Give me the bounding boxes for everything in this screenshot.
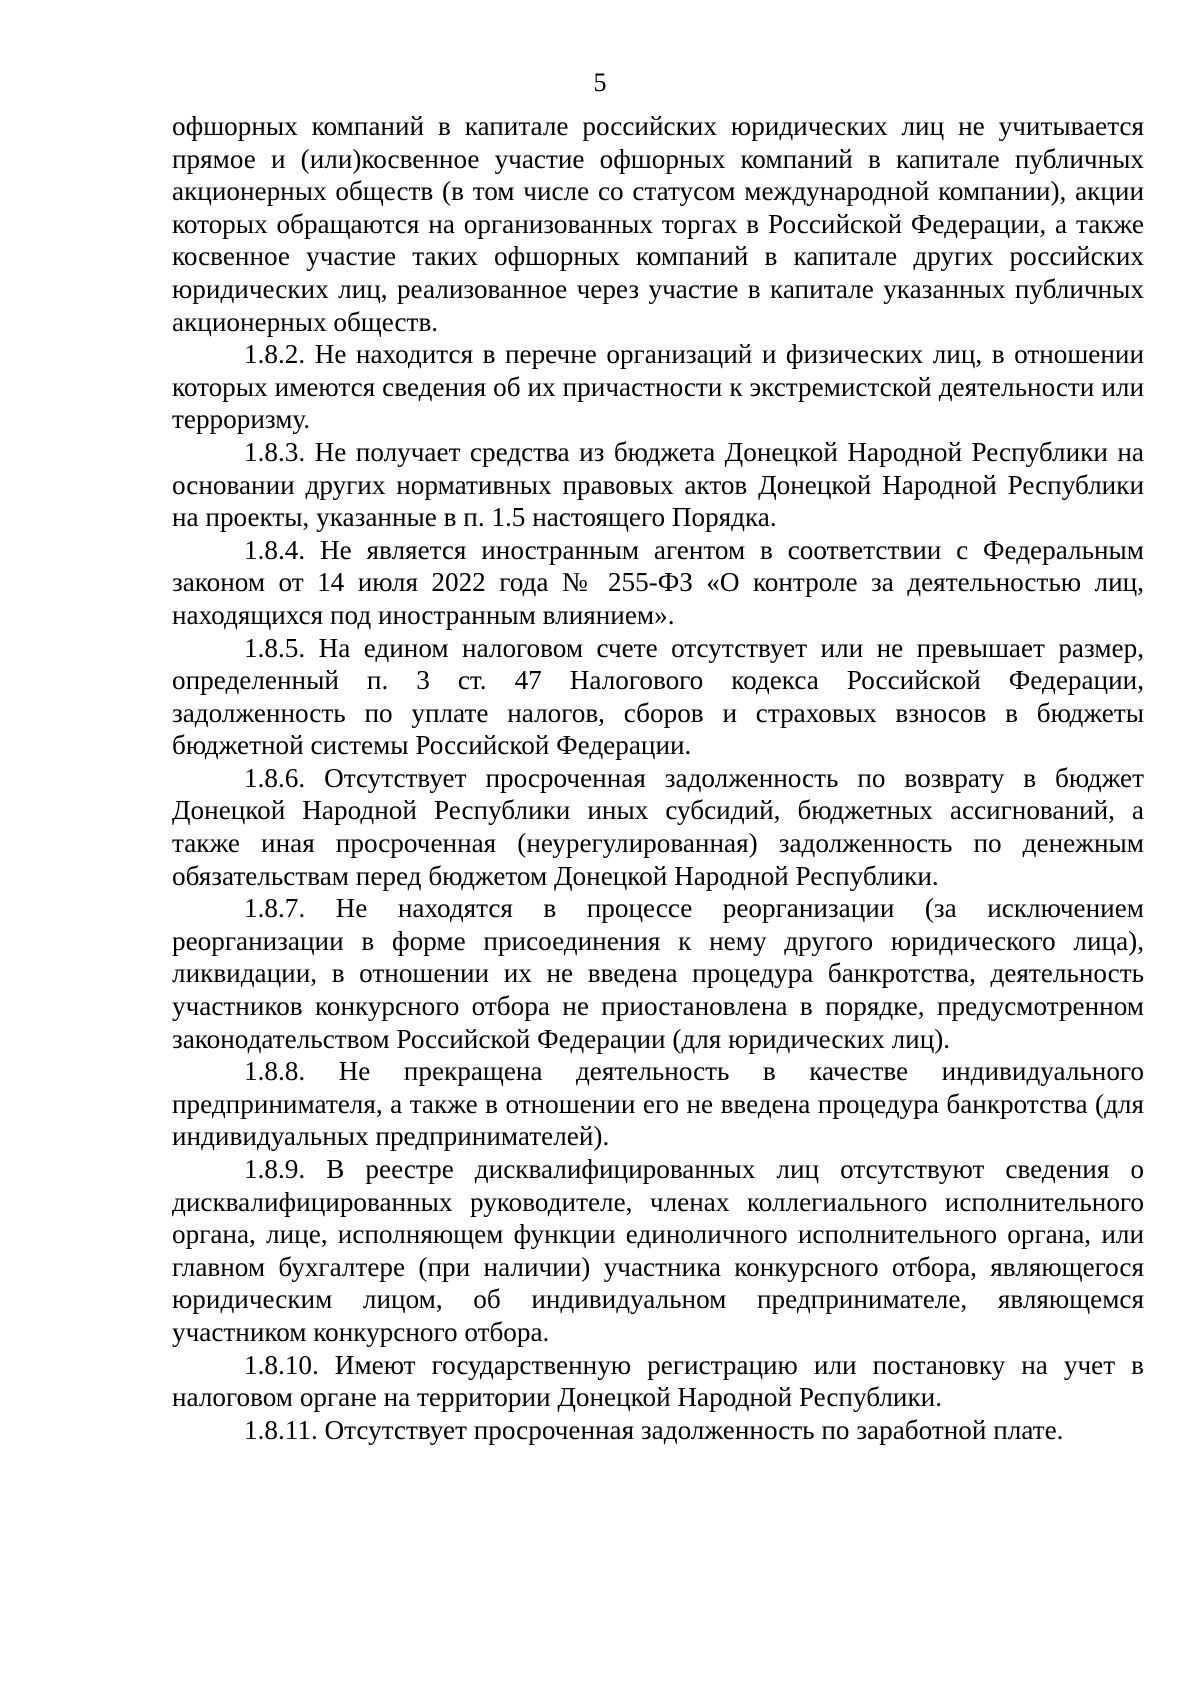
paragraph-1-8-7: 1.8.7. Не находятся в процессе реорганизации (за исключением реорганизации в форме присоединения к нему другого юридического лица), ликвидации, в отношении их не введена процедура банкротства, деятельность участников конкурсного отбора не приостановлена в порядке, предусмотренном законодательством Российской Федерации (для юридических лиц). bbox=[172, 893, 1144, 1054]
paragraph-1-8-2: 1.8.2. Не находится в перечне организаций и физических лиц, в отношении которых имеются сведения об их причастности к экстремистской деятельности или терроризму. bbox=[172, 339, 1144, 435]
document-body bbox=[172, 110, 1144, 1446]
page-number: 5 bbox=[593, 68, 607, 97]
paragraph-1-8-5: 1.8.5. На едином налоговом счете отсутствует или не превышает размер, определенный п. 3 ст. 47 Налогового кодекса Российской Федерации, задолженность по уплате налогов, сборов и страховых взносов в бюджеты бюджетной системы Российской Федерации. bbox=[172, 632, 1144, 761]
paragraph-1-8-6: 1.8.6. Отсутствует просроченная задолженность по возврату в бюджет Донецкой Народной Республики иных субсидий, бюджетных ассигнований, а также иная просроченная (неурегулированная) задолженность по денежным обязательствам перед бюджетом Донецкой Народной Республики. bbox=[172, 762, 1144, 891]
paragraph-1-8-4: 1.8.4. Не является иностранным агентом в соответствии с Федеральным законом от 14 июля 2022 года № 255-ФЗ «О контроле за деятельностью лиц, находящихся под иностранным влиянием». bbox=[172, 534, 1144, 630]
paragraph-1-8-9: 1.8.9. В реестре дисквалифицированных лиц отсутствуют сведения о дисквалифицированных руководителе, членах коллегиального исполнительного органа, лице, исполняющем функции единоличного исполнительного органа, или главном бухгалтере (при наличии) участника конкурсного отбора, являющегося юридическим лицом, об индивидуальном предпринимателе, являющемся участником конкурсного отбора. bbox=[172, 1154, 1144, 1347]
paragraph-1-8-10: 1.8.10. Имеют государственную регистрацию или постановку на учет в налоговом органе на территории Донецкой Народной Республики. bbox=[172, 1349, 1144, 1413]
paragraph-1-8-3: 1.8.3. Не получает средства из бюджета Донецкой Народной Республики на основании других нормативных правовых актов Донецкой Народной Республики на проекты, указанные в п. 1.5 настоящего Порядка. bbox=[172, 436, 1144, 533]
paragraph-1-8-11: 1.8.11. Отсутствует просроченная задолженность по заработной плате. bbox=[244, 1414, 1064, 1445]
paragraph-1-8-8: 1.8.8. Не прекращена деятельность в качестве индивидуального предпринимателя, а также в отношении его не введена процедура банкротства (для индивидуальных предпринимателей). bbox=[172, 1056, 1144, 1152]
paragraph-continuation: офшорных компаний в капитале российских юридических лиц не учитывается прямое и (или)косвенное участие офшорных компаний в капитале публичных акционерных обществ (в том числе со статусом международной компании), акции которых обращаются на организованных торгах в Российской Федерации, а также косвенное участие таких офшорных компаний в капитале других российских юридических лиц, реализованное через участие в капитале указанных публичных акционерных обществ. bbox=[172, 111, 1144, 337]
